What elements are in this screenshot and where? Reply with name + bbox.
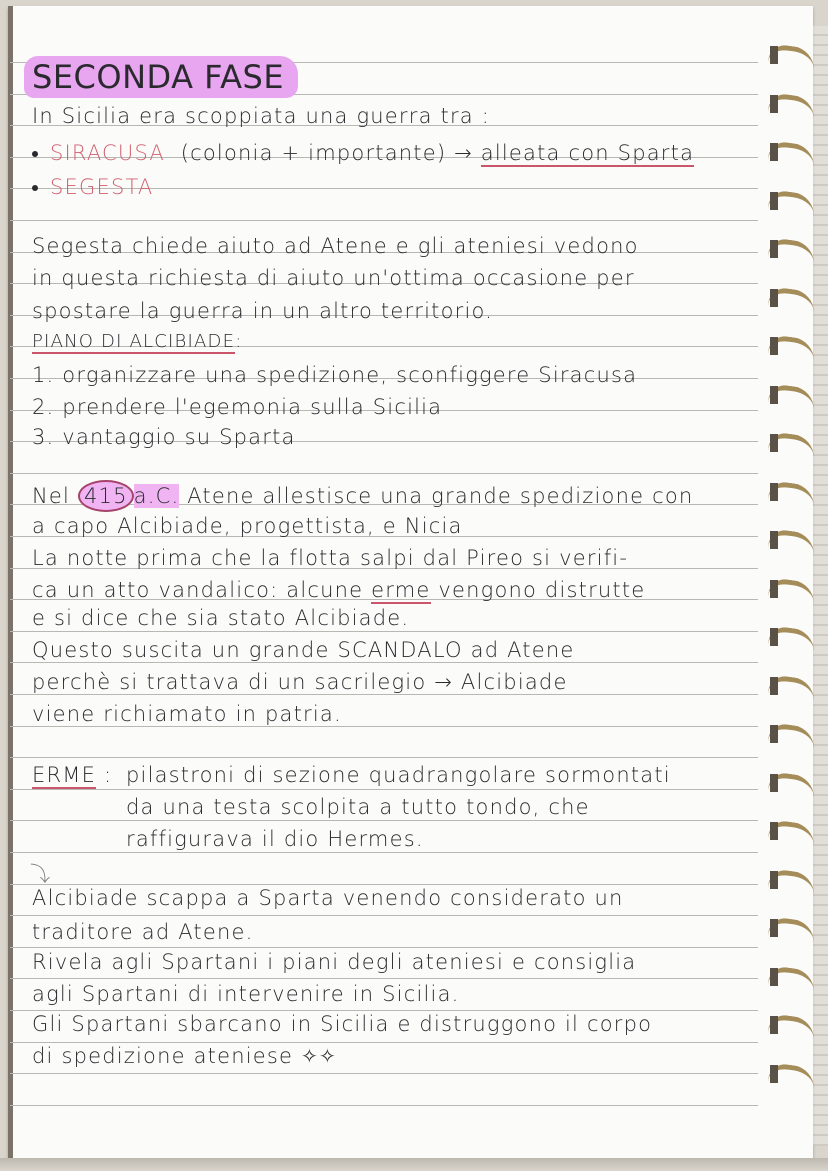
ruled-line — [10, 726, 758, 727]
ruled-line — [10, 662, 758, 663]
ring-hole-icon — [770, 628, 778, 646]
page-title: SECONDA FASE — [24, 56, 298, 98]
ring-hole-icon — [770, 531, 778, 549]
underlined-word-erme: erme — [371, 578, 431, 602]
definition-line: raffigurava il dio Hermes. — [126, 827, 424, 851]
definition-term-text: ERME — [32, 763, 97, 787]
ruled-line — [10, 820, 758, 821]
paragraph-line: La notte prima che la flotta salpi dal Pireo si verifi- — [32, 546, 629, 570]
ring-hole-icon — [770, 143, 778, 161]
paragraph-line: Questo suscita un grande SCANDALO ad Atene — [32, 638, 575, 662]
ring-hole-icon — [770, 822, 778, 840]
ruled-line — [10, 978, 758, 979]
bullet-siracusa — [32, 141, 694, 165]
text-post: vengono distrutte — [430, 578, 646, 602]
ring-hole-icon — [770, 192, 778, 210]
definition-colon: : — [103, 763, 113, 787]
bullet-note: alleata con Sparta — [480, 141, 695, 165]
era-highlight: a.C. — [133, 484, 180, 508]
plan-heading-colon: : — [235, 331, 243, 352]
ring-hole-icon — [770, 774, 778, 792]
ring-hole-icon — [770, 871, 778, 889]
paragraph-line — [32, 1044, 337, 1068]
bullet-detail: (colonia + importante) → — [180, 141, 481, 165]
plan-item: 2. prendere l'egemonia sulla Sicilia — [32, 395, 443, 419]
ruled-line — [10, 631, 758, 632]
paragraph-line: spostare la guerra in un altro territorio. — [32, 299, 494, 323]
definition-line: pilastroni di sezione quadrangolare sormontati — [126, 763, 671, 787]
ring-hole-icon — [770, 1016, 778, 1034]
ruled-line — [10, 1105, 758, 1106]
paragraph-line: Alcibiade scappa a Sparta venendo considerato un — [32, 886, 624, 910]
definition-term — [32, 763, 112, 787]
text-last: di spedizione ateniese — [32, 1044, 294, 1068]
paragraph-line: traditore ad Atene. — [32, 920, 254, 944]
plan-item: 3. vantaggio su Sparta — [32, 425, 296, 449]
paragraph-line: viene richiamato in patria. — [32, 702, 342, 726]
ruled-line — [10, 473, 758, 474]
bullet-name: SEGESTA — [50, 175, 154, 199]
paragraph-line — [32, 480, 693, 512]
plan-heading — [32, 331, 242, 352]
paragraph-line: Gli Spartani sbarcano in Sicilia e distruggono il corpo — [32, 1012, 653, 1036]
page-bottom-edge — [0, 1158, 828, 1171]
spiral-binding — [813, 26, 828, 1146]
definition-line: da una testa scolpita a tutto tondo, che — [126, 795, 590, 819]
ruled-line — [10, 1042, 758, 1043]
ring-hole-icon — [770, 95, 778, 113]
ring-hole-icon — [770, 434, 778, 452]
text-pre: ca un atto vandalico: alcune — [32, 578, 372, 602]
paragraph-line: Rivela agli Spartani i piani degli ateniesi e consiglia — [32, 950, 637, 974]
ruled-line — [10, 220, 758, 221]
ring-hole-icon — [770, 337, 778, 355]
year-circled: 415 — [78, 480, 134, 512]
ring-hole-icon — [770, 240, 778, 258]
ring-hole-icon — [770, 677, 778, 695]
intro-text: In Sicilia era scoppiata una guerra tra : — [32, 104, 491, 128]
ring-hole-icon — [770, 46, 778, 64]
sparkle-icon: ✧✧ — [301, 1044, 337, 1068]
paragraph-line: a capo Alcibiade, progettista, e Nicia — [32, 514, 463, 538]
ring-hole-icon — [770, 1065, 778, 1083]
text-nel: Nel — [32, 484, 71, 508]
ruled-line — [10, 757, 758, 758]
bullet-dot-icon — [32, 185, 38, 191]
bullet-segesta — [32, 175, 153, 199]
ring-hole-icon — [770, 968, 778, 986]
ring-hole-icon — [770, 919, 778, 937]
ruled-line — [10, 1073, 758, 1074]
ruled-line — [10, 884, 758, 885]
paragraph-line — [32, 578, 645, 602]
ruled-line — [10, 915, 758, 916]
ring-hole-icon — [770, 725, 778, 743]
ring-hole-icon — [770, 580, 778, 598]
plan-item: 1. organizzare una spedizione, sconfiggere Siracusa — [32, 363, 638, 387]
plan-heading-text: PIANO DI ALCIBIADE — [32, 331, 236, 352]
ruled-line — [10, 789, 758, 790]
ring-hole-icon — [770, 386, 778, 404]
text-rest: Atene allestisce una grande spedizione con — [179, 484, 694, 508]
ruled-line — [10, 694, 758, 695]
curved-arrow-icon: ⤵ — [30, 862, 50, 886]
paragraph-line: perchè si trattava di un sacrilegio → Alcibiade — [32, 670, 568, 694]
ruled-line — [10, 947, 758, 948]
bullet-name: SIRACUSA — [50, 141, 165, 165]
paragraph-line: Segesta chiede aiuto ad Atene e gli ateniesi vedono — [32, 234, 639, 258]
ruled-line — [10, 852, 758, 853]
paragraph-line: agli Spartani di intervenire in Sicilia. — [32, 982, 460, 1006]
paragraph-line: in questa richiesta di aiuto un'ottima occasione per — [32, 266, 635, 290]
ring-hole-icon — [770, 483, 778, 501]
ruled-line — [10, 1010, 758, 1011]
ring-hole-icon — [770, 289, 778, 307]
bullet-dot-icon — [32, 151, 38, 157]
paragraph-line: e si dice che sia stato Alcibiade. — [32, 606, 410, 630]
